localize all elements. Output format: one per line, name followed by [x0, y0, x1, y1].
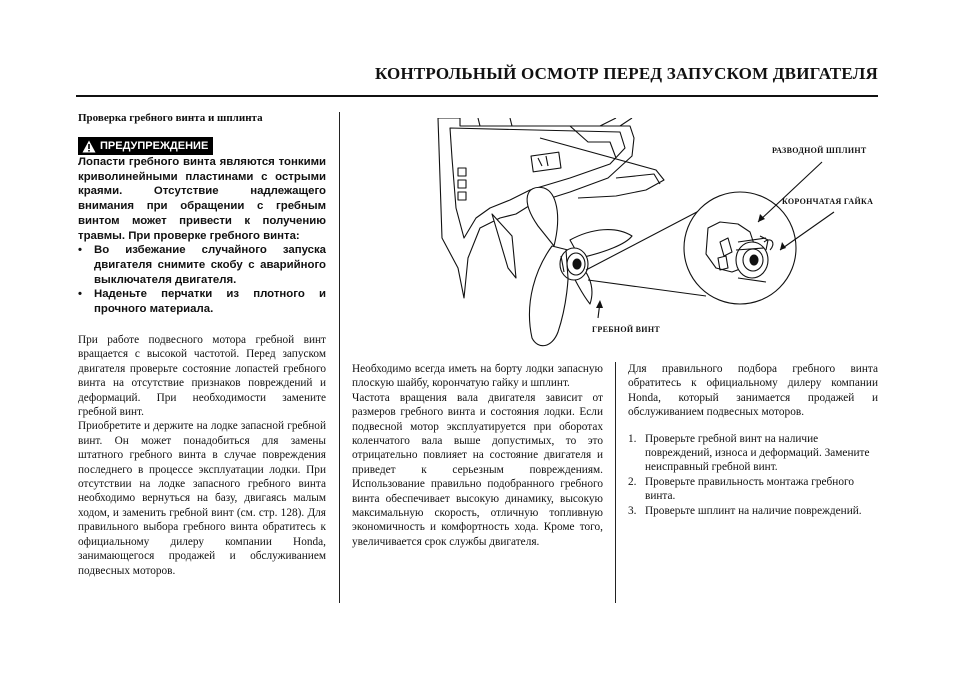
step-number: 2.: [628, 475, 637, 488]
label-propeller: ГРЕБНОЙ ВИНТ: [592, 325, 660, 334]
paragraph: Приобретите и держите на лодке запасной гребной винт. Он может понадобиться для замены штатного гребного винта в случае повреждения последнего в процессе эксплуатации лодки. При отсутствии на лодке запасного гребного винта необходимо вернуться на базу, двигаясь малым ходом, и заменить гребной винт (см. стр. 128). Для правильного выбора гребного винта обратитесь к официальному дилеру компании Honda, занимающегося продажей и обслуживанием подвесных моторов.: [78, 420, 326, 577]
warning-icon: [82, 140, 96, 153]
warning-paragraph: Лопасти гребного винта являются тонкими криволинейными пластинами с острыми краями. Отсутствие надлежащего внимания при обращении с гребным винтом может привести к получению травмы. При проверке гребного винта:: [78, 156, 326, 242]
warning-badge: [78, 137, 213, 155]
warning-bullet: • Наденьте перчатки из плотного и прочного материала.: [78, 287, 326, 316]
step-text: Проверьте шплинт на наличие повреждений.: [645, 504, 862, 517]
propeller-illustration: [420, 118, 886, 354]
column-divider-left: [339, 112, 340, 603]
warning-bullet: • Во избежание случайного запуска двигателя снимите скобу с аварийного выключателя двигателя.: [78, 243, 326, 287]
step-item: [628, 432, 878, 475]
page-title: КОНТРОЛЬНЫЙ ОСМОТР ПЕРЕД ЗАПУСКОМ ДВИГАТЕЛЯ: [374, 64, 878, 83]
title-rule: [76, 95, 878, 97]
label-cotter-pin: РАЗВОДНОЙ ШПЛИНТ: [772, 146, 867, 155]
paragraph: Для правильного подбора гребного винта обратитесь к официальному дилеру компании Honda, который занимается продажей и обслуживанием подвесных моторов.: [628, 363, 878, 419]
warning-text: [78, 155, 326, 317]
step-item: [628, 504, 878, 518]
step-number: 1.: [628, 432, 637, 445]
column-divider-right: [615, 362, 616, 603]
column-2: [352, 362, 603, 549]
section-heading: Проверка гребного винта и шплинта: [78, 112, 263, 124]
column-3: [628, 362, 878, 518]
warning-list: [78, 243, 326, 317]
step-number: 3.: [628, 504, 637, 517]
step-item: [628, 475, 878, 504]
column-1: [78, 333, 326, 578]
paragraph: Частота вращения вала двигателя зависит от размеров гребного винта и состояния лодки. Если подвесной мотор эксплуатируется при оборотах коленчатого вала выше допустимых, то это отрицательно повлияет на состояние двигателя и приведет к серьезным повреждениям. Использование правильно подобранного гребного винта обеспечивает высокую динамику, высокую максимальную скорость, отличную топливную экономичность и комфортность хода. Кроме того, увеличивается срок службы двигателя.: [352, 391, 603, 548]
paragraph: Необходимо всегда иметь на борту лодки запасную плоскую шайбу, корончатую гайку и шплинт.: [352, 363, 603, 390]
label-castle-nut: КОРОНЧАТАЯ ГАЙКА: [782, 197, 874, 206]
paragraph: При работе подвесного мотора гребной винт вращается с высокой частотой. Перед запуском двигателя проверьте состояние лопастей гребного винта на отсутствие признаков повреждений и деформаций. При необходимости замените гребной винт.: [78, 334, 326, 419]
step-text: Проверьте правильность монтажа гребного винта.: [645, 475, 854, 503]
inspection-steps: [628, 432, 878, 518]
step-text: Проверьте гребной винт на наличие повреждений, износа и деформаций. Замените неисправный гребной винт.: [645, 432, 870, 474]
warning-badge-label: ПРЕДУПРЕЖДЕНИЕ: [100, 140, 209, 152]
